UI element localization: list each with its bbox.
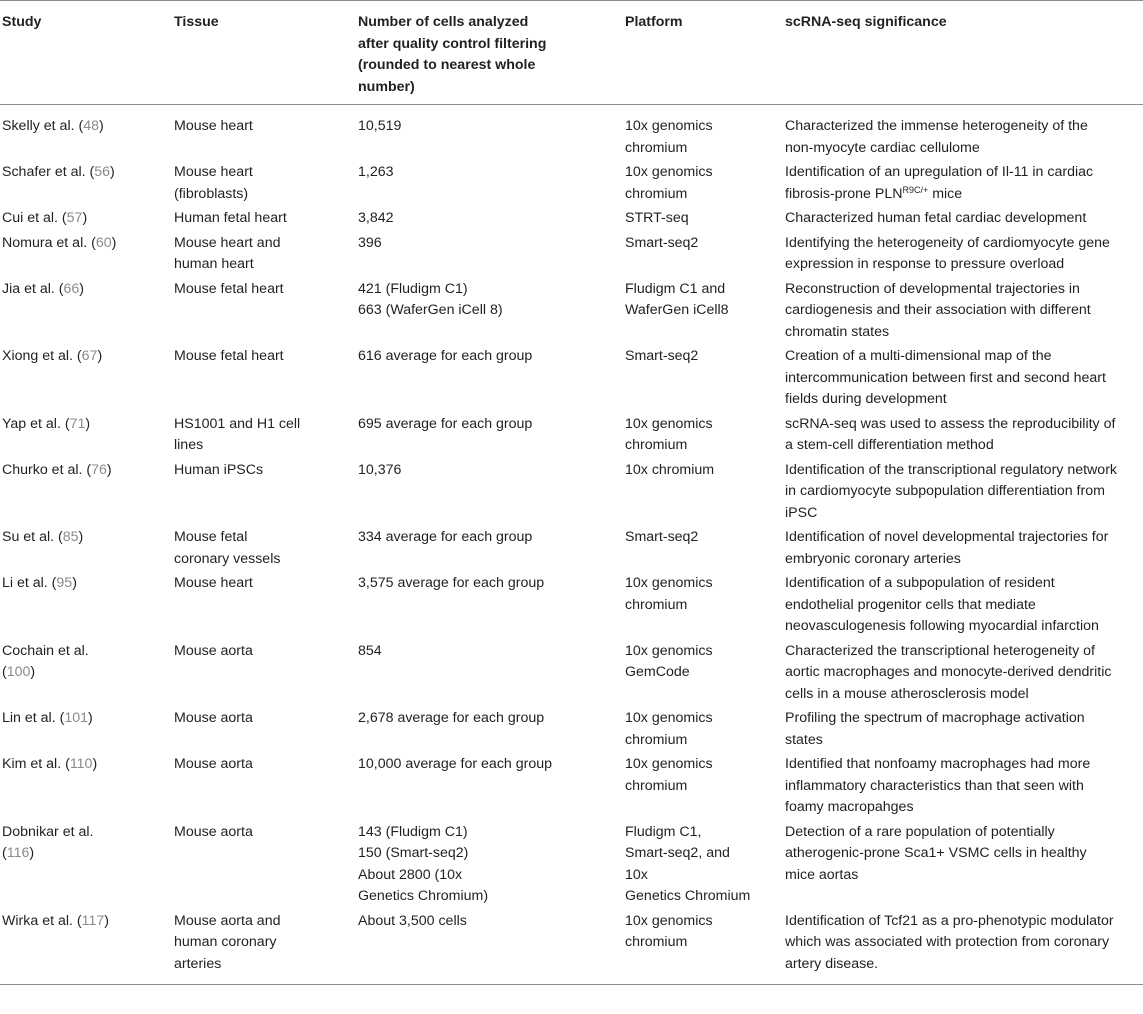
cell-tissue xyxy=(172,279,356,344)
cell-significance xyxy=(783,527,1143,570)
cell-platform xyxy=(623,641,783,706)
cell-line: 10x chromium xyxy=(625,461,715,478)
study-citation xyxy=(2,346,166,368)
cell-cell-count xyxy=(356,233,623,276)
cell-line: 616 average for each group xyxy=(358,348,533,364)
cell-line: Smart-seq2 xyxy=(625,529,699,545)
paren-open: ( xyxy=(2,664,7,680)
table-row xyxy=(0,346,1143,414)
study-citation xyxy=(2,708,166,730)
paren-close: ) xyxy=(78,529,84,545)
cell-study xyxy=(0,346,172,411)
cell-line: Mouse heart xyxy=(174,164,253,180)
cell-significance xyxy=(783,346,1143,411)
cell-line: Creation of a multi-dimensional map of the xyxy=(785,348,1052,364)
cell-line: in cardiomyocyte subpopulation differentiation from xyxy=(785,483,1105,499)
cell-line: 695 average for each group xyxy=(358,415,533,432)
cell-tissue xyxy=(172,527,356,570)
cell-line: chromium xyxy=(625,777,688,794)
reference-link[interactable]: 48 xyxy=(83,118,99,134)
study-citation xyxy=(2,460,166,482)
cell-line: Mouse heart xyxy=(174,575,253,591)
cell-line: scRNA-seq was used to assess the reproducibility of xyxy=(785,415,1116,432)
study-author: Skelly et al. ( xyxy=(2,118,84,134)
table-row xyxy=(0,911,1143,979)
cell-tissue xyxy=(172,460,356,525)
cell-platform xyxy=(623,822,783,908)
cell-line: 334 average for each group xyxy=(358,529,533,545)
cell-line: Genetics Chromium xyxy=(625,888,751,904)
cell-study xyxy=(0,754,172,819)
cell-line: Identification of the transcriptional regulatory network xyxy=(785,461,1118,478)
cell-line: embryonic coronary arteries xyxy=(785,550,961,567)
table-row xyxy=(0,279,1143,347)
paren-close: ) xyxy=(85,415,91,432)
cell-line: non-myocyte cardiac cellulome xyxy=(785,139,980,156)
cell-line: chromium xyxy=(625,596,688,613)
reference-link[interactable]: 60 xyxy=(95,234,112,251)
cell-line: 854 xyxy=(358,642,382,659)
cell-tissue xyxy=(172,162,356,205)
cell-line: 396 xyxy=(358,234,382,251)
cell-study xyxy=(0,162,172,205)
cell-study xyxy=(0,279,172,344)
cell-tissue xyxy=(172,208,356,230)
cell-line: Fludigm C1, xyxy=(625,823,702,840)
cell-line: GemCode xyxy=(625,664,690,680)
gene-text: fibrosis-prone PLN xyxy=(785,185,903,202)
cell-platform xyxy=(623,708,783,751)
study-citation xyxy=(2,911,166,933)
reference-link[interactable]: 117 xyxy=(81,912,105,929)
study-author: Dobnikar et al. xyxy=(2,823,94,840)
cell-line: Mouse aorta xyxy=(174,756,253,772)
cell-study xyxy=(0,233,172,276)
study-author: Churko et al. ( xyxy=(2,461,92,478)
cell-platform xyxy=(623,233,783,276)
cell-line: 150 (Smart-seq2) xyxy=(358,845,469,861)
study-citation xyxy=(2,843,166,865)
header-cells: Number of cells analyzed after quality control filtering (rounded to nearest whole number) xyxy=(358,14,547,95)
cell-cell-count xyxy=(356,573,623,638)
cell-line: Mouse aorta xyxy=(174,710,253,726)
study-citation xyxy=(2,116,166,138)
allele-superscript: R9C/+ xyxy=(902,184,929,195)
cell-line: 3,842 xyxy=(358,210,394,226)
cell-cell-count xyxy=(356,279,623,344)
reference-link[interactable]: 110 xyxy=(69,756,93,772)
paren-close: ) xyxy=(99,118,104,134)
table-row xyxy=(0,754,1143,822)
cell-tissue xyxy=(172,911,356,976)
cell-line: 10x xyxy=(625,866,648,883)
cell-line: inflammatory characteristics than that seen with xyxy=(785,777,1084,794)
table-row xyxy=(0,573,1143,641)
cell-line: chromium xyxy=(625,934,688,950)
cell-tissue xyxy=(172,822,356,908)
cell-line: Mouse fetal heart xyxy=(174,348,284,364)
cell-line: 2,678 average for each group xyxy=(358,710,545,726)
cell-tissue xyxy=(172,573,356,638)
study-citation xyxy=(2,208,166,230)
cell-significance xyxy=(783,162,1143,205)
cell-significance xyxy=(783,414,1143,457)
reference-link[interactable]: 71 xyxy=(69,415,86,432)
cell-significance xyxy=(783,279,1143,344)
cell-line: aortic macrophages and monocyte-derived dendritic xyxy=(785,664,1112,680)
study-author: Nomura et al. ( xyxy=(2,234,96,251)
header-tissue: Tissue xyxy=(174,14,219,30)
cell-platform xyxy=(623,116,783,159)
cell-line: intercommunication between first and second heart xyxy=(785,369,1106,386)
cell-line: 10x genomics xyxy=(625,642,713,659)
cell-line: Mouse aorta xyxy=(174,823,253,840)
cell-cell-count xyxy=(356,208,623,230)
reference-link[interactable]: 85 xyxy=(62,529,79,545)
cell-platform xyxy=(623,414,783,457)
table-row xyxy=(0,822,1143,911)
reference-link[interactable]: 95 xyxy=(56,575,73,591)
cell-line: About 2800 (10x xyxy=(358,866,463,883)
cell-line: Mouse fetal heart xyxy=(174,280,284,297)
cell-line: iPSC xyxy=(785,504,818,521)
study-citation xyxy=(2,527,166,549)
paren-close: ) xyxy=(110,164,115,180)
cell-line: Mouse heart and xyxy=(174,234,281,251)
study-citation xyxy=(2,414,166,436)
cell-line: Identified that nonfoamy macrophages had more xyxy=(785,756,1091,772)
cell-study xyxy=(0,822,172,908)
cell-line: cardiogenesis and their association with different xyxy=(785,302,1091,318)
cell-significance xyxy=(783,754,1143,819)
study-author: Kim et al. ( xyxy=(2,756,70,772)
cell-line: which was associated with protection from coronary xyxy=(785,934,1110,950)
paren-close: ) xyxy=(87,710,93,726)
study-author: Jia et al. ( xyxy=(2,280,64,297)
paren-close: ) xyxy=(92,756,98,772)
cell-significance xyxy=(783,460,1143,525)
cell-cell-count xyxy=(356,414,623,457)
cell-line: Profiling the spectrum of macrophage activation xyxy=(785,710,1085,726)
study-citation xyxy=(2,573,166,595)
reference-link[interactable]: 56 xyxy=(94,164,111,180)
cell-line: 10x genomics xyxy=(625,575,713,591)
cell-significance xyxy=(783,233,1143,276)
cell-study xyxy=(0,708,172,751)
cell-line: Mouse fetal xyxy=(174,529,248,545)
cell-line: Mouse aorta xyxy=(174,642,253,659)
reference-link[interactable]: 57 xyxy=(66,210,83,226)
cell-significance xyxy=(783,208,1143,230)
study-author: Su et al. ( xyxy=(2,529,63,545)
cell-line: human coronary xyxy=(174,934,277,950)
cell-cell-count xyxy=(356,527,623,570)
cell-line: atherogenic-prone Sca1+ VSMC cells in healthy xyxy=(785,845,1087,861)
paren-close: ) xyxy=(30,664,36,680)
reference-link[interactable]: 67 xyxy=(81,348,98,364)
cell-line: Identifying the heterogeneity of cardiomyocyte gene xyxy=(785,234,1110,251)
cell-study xyxy=(0,527,172,570)
cell-line: Fludigm C1 and xyxy=(625,280,726,297)
cell-line: chromium xyxy=(625,185,688,202)
table-row xyxy=(0,208,1143,233)
study-citation xyxy=(2,162,166,184)
cell-line: endothelial progenitor cells that mediate xyxy=(785,596,1036,613)
table-body xyxy=(0,105,1143,978)
cell-line: (fibroblasts) xyxy=(174,185,249,202)
reference-link[interactable]: 100 xyxy=(6,664,31,680)
table-row xyxy=(0,162,1143,208)
paren-close: ) xyxy=(104,912,109,929)
cell-cell-count xyxy=(356,708,623,751)
cell-line: HS1001 and H1 cell xyxy=(174,415,301,432)
cell-line: expression in response to pressure overload xyxy=(785,256,1065,272)
cell-platform xyxy=(623,911,783,976)
study-citation xyxy=(2,279,166,301)
cell-line: 663 (WaferGen iCell 8) xyxy=(358,302,503,318)
study-author: Lin et al. ( xyxy=(2,710,65,726)
cell-study xyxy=(0,460,172,525)
cell-tissue xyxy=(172,116,356,159)
cell-line: chromium xyxy=(625,437,688,453)
paren-close: ) xyxy=(111,234,117,251)
table-row xyxy=(0,708,1143,754)
cell-tissue xyxy=(172,414,356,457)
cell-line: Characterized the transcriptional heterogeneity of xyxy=(785,642,1095,659)
cell-platform xyxy=(623,208,783,230)
cell-study xyxy=(0,116,172,159)
paren-close: ) xyxy=(97,348,103,364)
table-header-row xyxy=(0,1,1143,104)
cell-significance xyxy=(783,573,1143,638)
cell-platform xyxy=(623,754,783,819)
cell-tissue xyxy=(172,233,356,276)
cell-tissue xyxy=(172,708,356,751)
cell-line: Human fetal heart xyxy=(174,210,287,226)
reference-link[interactable]: 76 xyxy=(91,461,107,478)
study-author: Li et al. ( xyxy=(2,575,57,591)
cell-line: artery disease. xyxy=(785,955,879,972)
cell-line: 10,519 xyxy=(358,118,402,134)
cell-line: 10x genomics xyxy=(625,912,713,929)
cell-study xyxy=(0,208,172,230)
cell-line: 10x genomics xyxy=(625,164,713,180)
cell-line: 10x genomics xyxy=(625,710,713,726)
cell-line: arteries xyxy=(174,955,222,972)
cell-line: Reconstruction of developmental trajectories in xyxy=(785,280,1080,297)
cell-significance xyxy=(783,911,1143,976)
cell-cell-count xyxy=(356,641,623,706)
table-row xyxy=(0,641,1143,709)
cell-line: Identification of Tcf21 as a pro-phenotypic modulator xyxy=(785,912,1114,929)
cell-line: STRT-seq xyxy=(625,210,689,226)
study-author: Wirka et al. ( xyxy=(2,912,82,929)
cell-line: human heart xyxy=(174,256,254,272)
cell-line: cells in a mouse atherosclerosis model xyxy=(785,685,1029,702)
cell-significance xyxy=(783,822,1143,908)
study-citation xyxy=(2,233,166,255)
header-study: Study xyxy=(2,14,42,30)
cell-cell-count xyxy=(356,754,623,819)
study-citation xyxy=(2,754,166,776)
gene-suffix: mice xyxy=(928,185,963,202)
cell-line: states xyxy=(785,731,823,748)
paren-close: ) xyxy=(72,575,77,591)
cell-line: lines xyxy=(174,437,204,453)
cell-line: 1,263 xyxy=(358,164,394,180)
study-author: Cui et al. ( xyxy=(2,210,67,226)
cell-line: 421 (Fludigm C1) xyxy=(358,280,468,297)
cell-line: chromium xyxy=(625,139,688,156)
cell-line: fields during development xyxy=(785,391,947,407)
cell-line: Genetics Chromium) xyxy=(358,888,489,904)
cell-line: Smart-seq2, and xyxy=(625,845,730,861)
reference-link[interactable]: 116 xyxy=(6,845,30,861)
cell-line: Identification of an upregulation of Il-11 in cardiac xyxy=(785,164,1094,180)
cell-line: Mouse aorta and xyxy=(174,912,281,929)
cell-tissue xyxy=(172,641,356,706)
cell-line: Smart-seq2 xyxy=(625,234,699,251)
cell-line: 10,376 xyxy=(358,461,402,478)
cell-line: chromatin states xyxy=(785,323,890,340)
cell-platform xyxy=(623,162,783,205)
cell-cell-count xyxy=(356,162,623,205)
cell-platform xyxy=(623,346,783,411)
cell-line: chromium xyxy=(625,731,688,748)
cell-line: Mouse heart xyxy=(174,118,253,134)
cell-line: About 3,500 cells xyxy=(358,912,467,929)
cell-significance xyxy=(783,708,1143,751)
cell-line: 10,000 average for each group xyxy=(358,756,553,772)
cell-platform xyxy=(623,527,783,570)
study-author: Cochain et al. xyxy=(2,642,89,659)
cell-line: Human iPSCs xyxy=(174,461,264,478)
study-author: Xiong et al. ( xyxy=(2,348,82,364)
table-row xyxy=(0,233,1143,279)
cell-platform xyxy=(623,573,783,638)
cell-cell-count xyxy=(356,460,623,525)
table-row xyxy=(0,527,1143,573)
cell-line: 143 (Fludigm C1) xyxy=(358,823,468,840)
study-citation xyxy=(2,662,166,684)
cell-line: 10x genomics xyxy=(625,415,713,432)
cell-line: WaferGen iCell8 xyxy=(625,302,729,318)
cell-line: foamy macropahges xyxy=(785,799,914,815)
cell-line: Characterized the immense heterogeneity of the xyxy=(785,118,1088,134)
cell-line: coronary vessels xyxy=(174,550,281,567)
study-author: Schafer et al. ( xyxy=(2,164,95,180)
cell-study xyxy=(0,573,172,638)
paren-close: ) xyxy=(106,461,112,478)
cell-line: neovasculogenesis following myocardial infarction xyxy=(785,618,1099,634)
table-row xyxy=(0,105,1143,162)
header-significance: scRNA-seq significance xyxy=(785,14,947,30)
cell-line: a stem-cell differentiation method xyxy=(785,437,994,453)
cell-line: 3,575 average for each group xyxy=(358,575,545,591)
cell-line xyxy=(785,184,1137,206)
cell-line: Detection of a rare population of potentially xyxy=(785,823,1055,840)
paren-close: ) xyxy=(29,845,35,861)
cell-line: Identification of novel developmental trajectories for xyxy=(785,529,1109,545)
cell-line: mice aortas xyxy=(785,866,859,883)
study-author: Yap et al. ( xyxy=(2,415,70,432)
reference-link[interactable]: 101 xyxy=(64,710,88,726)
cell-study xyxy=(0,641,172,706)
cell-study xyxy=(0,911,172,976)
table-row xyxy=(0,460,1143,528)
cell-tissue xyxy=(172,346,356,411)
paren-close: ) xyxy=(82,210,88,226)
cell-line: 10x genomics xyxy=(625,118,713,134)
cell-study xyxy=(0,414,172,457)
cell-line: Smart-seq2 xyxy=(625,348,699,364)
cell-cell-count xyxy=(356,346,623,411)
cell-line: 10x genomics xyxy=(625,756,713,772)
cell-cell-count xyxy=(356,911,623,976)
header-platform: Platform xyxy=(625,14,683,30)
cell-platform xyxy=(623,460,783,525)
cell-significance xyxy=(783,641,1143,706)
table-row xyxy=(0,414,1143,460)
cell-significance xyxy=(783,116,1143,159)
table-bottom-rule xyxy=(0,984,1143,985)
reference-link[interactable]: 66 xyxy=(63,280,80,297)
paren-close: ) xyxy=(79,280,85,297)
cell-line: Characterized human fetal cardiac development xyxy=(785,210,1087,226)
cell-cell-count xyxy=(356,822,623,908)
cell-cell-count xyxy=(356,116,623,159)
paren-open: ( xyxy=(2,845,7,861)
cell-line: Identification of a subpopulation of resident xyxy=(785,575,1055,591)
cell-platform xyxy=(623,279,783,344)
cell-tissue xyxy=(172,754,356,819)
